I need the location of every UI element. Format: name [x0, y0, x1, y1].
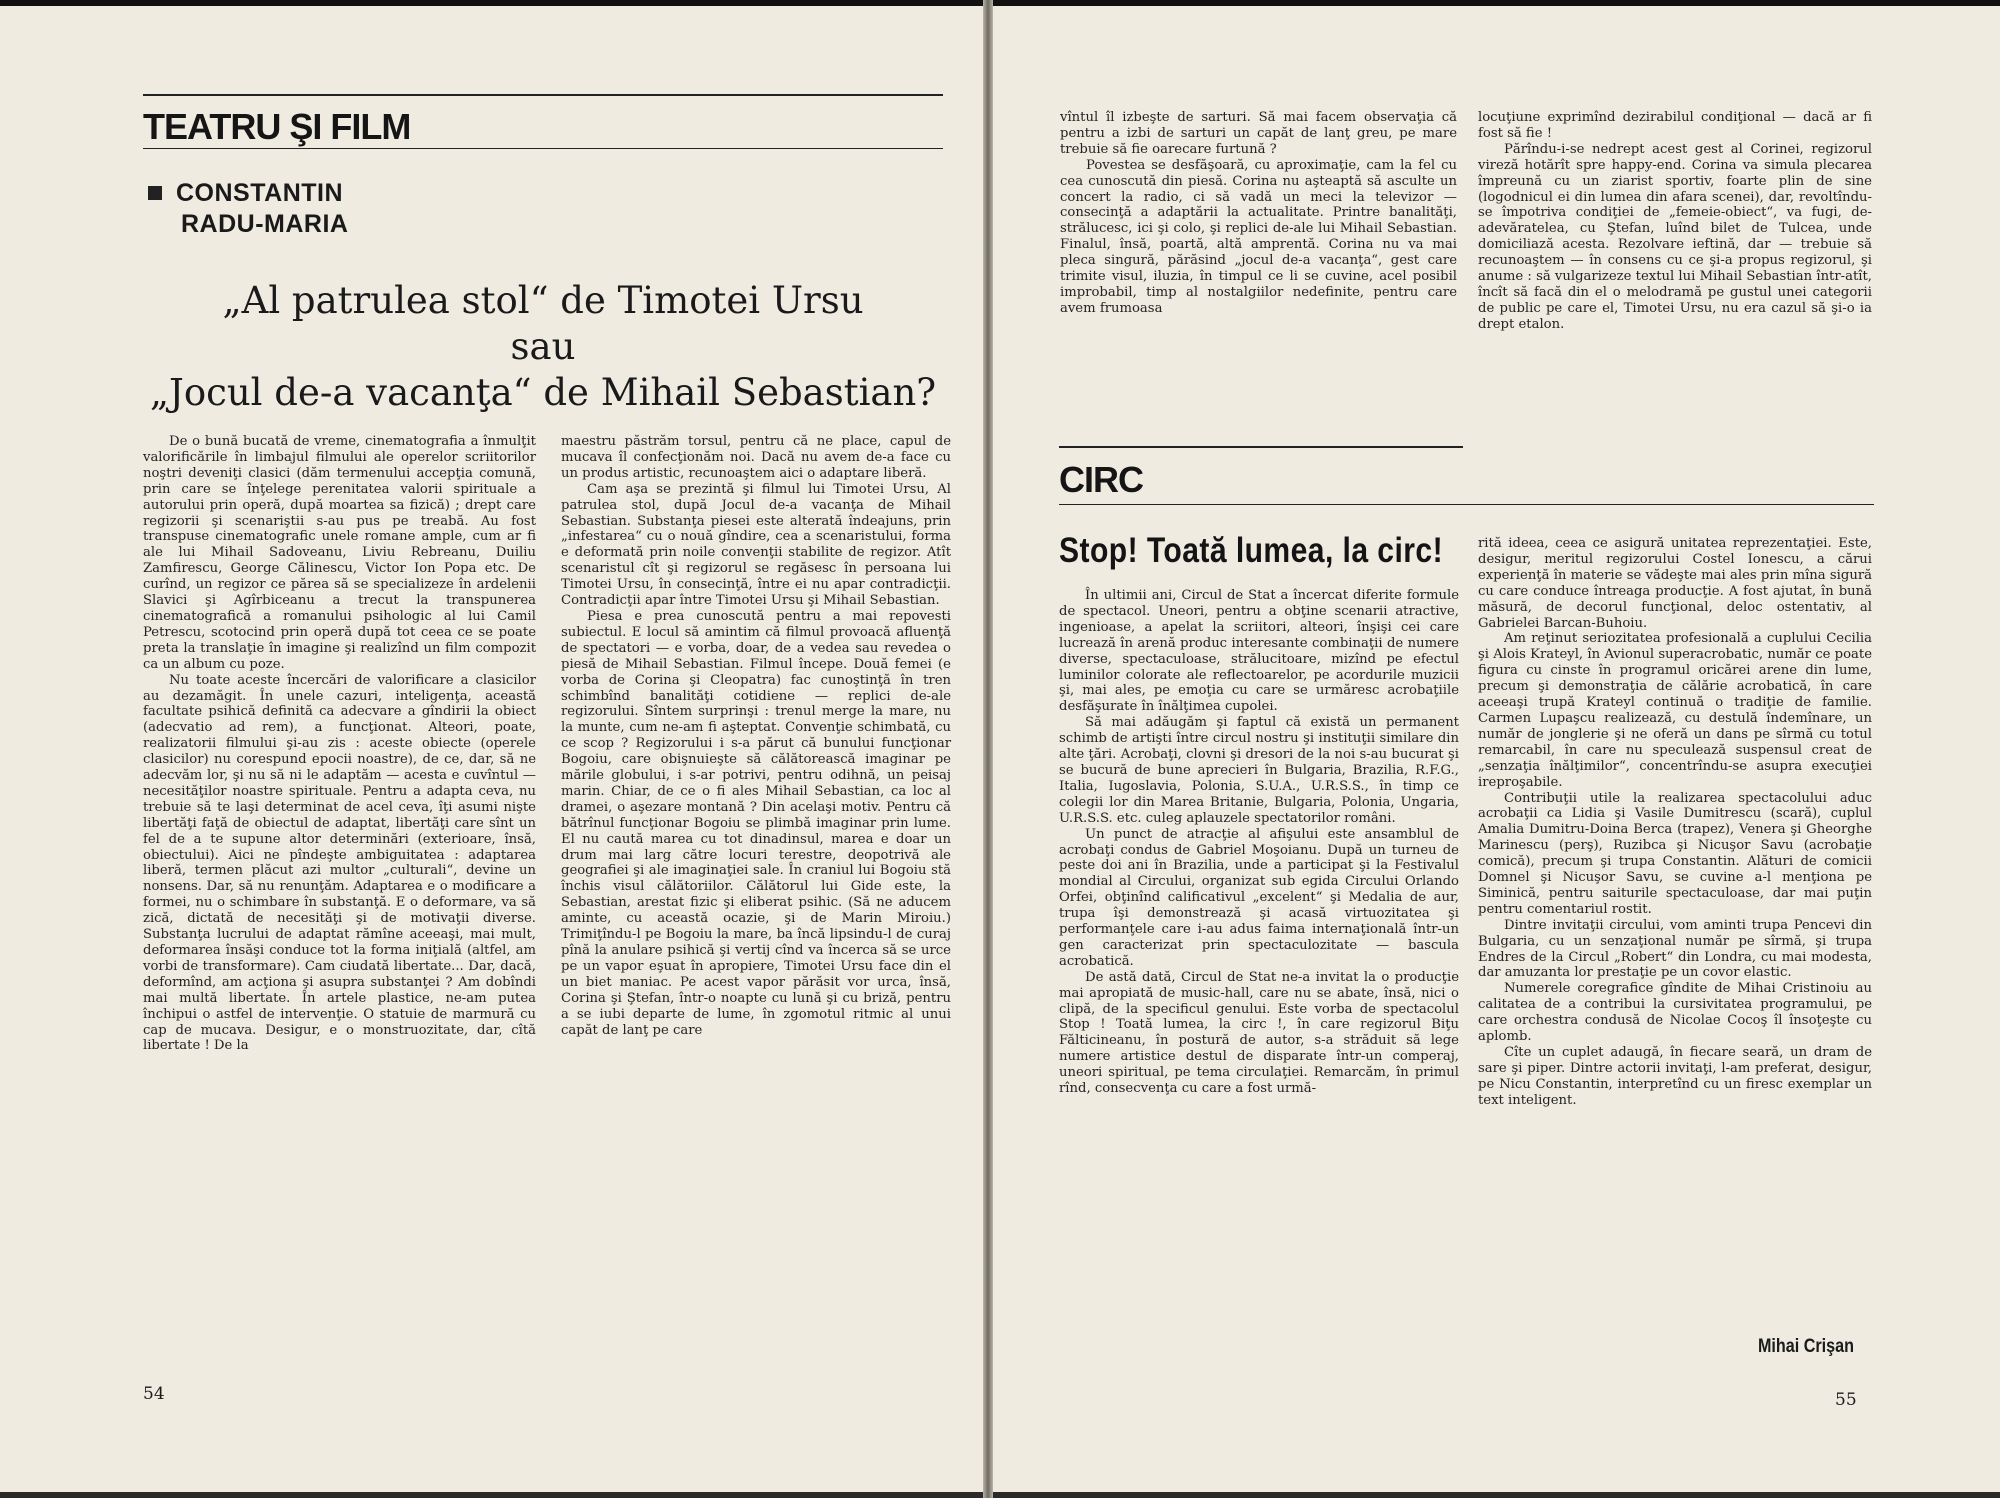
- author-first-name: CONSTANTIN: [176, 179, 344, 207]
- paragraph: Cam aşa se prezintă şi filmul lui Timotei Ursu, Al patrulea stol, după Jocul de-a vacanţa de Mihail Sebastian. Substanţa piesei este alterată îndeajuns, prin „infestarea“ cu o nouă gîndire, cea a scenaristului, forma e deformată prin noile convenţii stabilite de regizor. Atît scenaristul cît şi regizorul se regăsesc în persoana lui Timotei Ursu, în consecinţă, între ei nu apar contradicţii. Contradicţii apar între Timotei Ursu şi Mihail Sebastian.: [561, 481, 951, 609]
- bullet-square-icon: [148, 186, 162, 200]
- page-number: 54: [143, 1384, 165, 1404]
- section-rule-top: [143, 94, 943, 96]
- circ-section-rule-bottom: [1059, 504, 1874, 505]
- author-last-name: RADU-MARIA: [181, 210, 349, 238]
- paragraph: locuţiune exprimînd dezirabilul condiţional — dacă ar fi fost să fie !: [1478, 110, 1872, 141]
- right-page: [993, 6, 2000, 1492]
- paragraph: Părîndu-i-se nedrept acest gest al Corinei, regizorul vireză hotărît spre happy-end. Corina va simula plecarea împreună cu un ziarist sportiv, foarte plin de sine (logodnicul ei din lumea din afara scenei), dar, revoltîndu-se împotriva condiţiei de „femeie-obiect“, va fugi, de-adevăratelea, cu Ştefan, luînd bilet de Tulcea, unde domiciliază acesta. Rezolvare ieftină, dar — trebuie să recunoaştem — în consens cu ce şi-a propus regizorul, şi anume : să vulgarizeze textul lui Mihail Sebastian într-atît, încît să facă din el o melodramă pe gustul unei categorii de public pe care el, Timotei Ursu, nu era cazul să şi-o ia drept etalon.: [1478, 141, 1872, 332]
- article-column-2: [561, 434, 951, 1038]
- paragraph: Cîte un cuplet adaugă, în fiecare seară, un dram de sare şi piper. Dintre actorii invitaţi, l-am preferat, desigur, pe Nicu Constantin, interpretînd cu un firesc exemplar un text inteligent.: [1478, 1045, 1872, 1108]
- paragraph: Numerele coregrafice gîndite de Mihai Cristinoiu au calitatea de a contribui la cursivitatea programului, pe care orchestra condusă de Nicolae Cocoş îl însoţeşte cu aplomb.: [1478, 981, 1872, 1045]
- paragraph: Să mai adăugăm şi faptul că există un permanent schimb de artişti între circul nostru şi instituţii similare din alte ţări. Acrobaţi, clovni şi dresori de la noi s-au bucurat şi se bucură de bune aprecieri în Bulgaria, Brazilia, R.F.G., Italia, Iugoslavia, Polonia, S.U.A., U.R.S.S., în timp ce colegii lor din Marea Britanie, Bulgaria, Polonia, Ungaria, U.R.S.S. etc. culeg aplauzele spectatorilor români.: [1059, 715, 1459, 826]
- paragraph: Piesa e prea cunoscută pentru a mai repovesti subiectul. E locul să amintim că filmul provoacă afluenţă de spectatori — e vorba, doar, de a vedea sau revedea o piesă de Mihail Sebastian. Filmul începe. Două femei (e vorba de Corina şi Cleopatra) fac cunoştinţă în tren schimbînd banalităţi cotidiene — replici de-ale regizorului. Sîntem surprinşi : trenul merge la mare, nu la munte, cum ne-am fi aşteptat. Convenţie schimbată, cu ce scop ? Regizorului i s-a părut că bunului funcţionar Bogoiu, care obişnuieşte să călătorească imaginar pe mările globului, i s-ar potrivi, pentru odihnă, un peisaj marin. Chiar, de ce o fi ales Mihail Sebastian, ca loc al dramei, o aşezare montană ? Din acelaşi motiv. Pentru că bătrînul funcţionar Bogoiu se plimbă imaginar prin lume. El nu caută marea cu tot dinadinsul, marea e doar un drum mai larg către locuri terestre, deopotrivă ale geografiei şi ale imaginaţiei sale. În craniul lui Bogoiu stă închis visul călătoriilor. Călătorul lui Gide este, la Sebastian, arestat fizic şi eliberat psihic. (Să ne aducem aminte, cu această ocazie, şi de Marin Miroiu.) Trimiţîndu-l pe Bogoiu la mare, ba încă lipsindu-l de curaj pînă la anulare psihică şi vertij cînd va încerca să se urce pe un vapor eşuat în apropiere, Timotei Ursu face din el un biet maniac. Pe acest vapor părăsit vor urca, însă, Corina şi Ştefan, într-o noapte cu lună şi cu briză, pentru a se iubi departe de lume, în zgomotul ritmic al unui capăt de lanţ pe care: [561, 608, 951, 1038]
- paragraph: rită ideea, ceea ce asigură unitatea reprezentaţiei. Este, desigur, meritul regizorului Costel Ionescu, a cărui experienţă în materie se vădeşte mai ales prin mîna sigură cu care conduce întreaga producţie. A fost ajutat, în bună măsură, de decorul funcţional, deloc ostentativ, al Gabrielei Barcan-Buhoiu.: [1478, 536, 1872, 631]
- paragraph: maestru păstrăm torsul, pentru că ne place, capul de mucava îl confecţionăm noi. Dacă nu avem de-a face cu un produs artistic, recunoaştem aici o adaptare liberă.: [561, 434, 951, 481]
- article-continuation-column-2: [1478, 110, 1872, 333]
- article-signature: Mihai Crişan: [1757, 1336, 1854, 1357]
- page-number: 55: [1835, 1390, 1857, 1410]
- title-line-3: „Jocul de-a vacanţa“ de Mihail Sebastian?: [149, 371, 937, 414]
- paragraph: De o bună bucată de vreme, cinematografia a înmulţit valorificările în limbajul filmului ale operelor scriitorilor noştri deveniţi clasici (dăm termenului accepţia comună, prin care se înţelege perenitatea valorii spirituale a autorului prin operă, după moartea sa fizică) ; drept care regizorii şi scenariştii s-au pus pe treabă. Au fost transpuse cinematografic unele romane ample, cum ar fi ale lui Mihail Sadoveanu, Liviu Rebreanu, Duiliu Zamfirescu, George Călinescu, Victor Ion Popa etc. De curînd, un regizor ce părea să se specializeze în ardelenii Slavici şi Agîrbiceanu a trecut la transpunerea cinematografică a romanului psihologic al lui Camil Petrescu, scotocind prin operă după tot ceea ce se poate preta la translaţie în imagine şi realizînd un film compozit ca un album cu poze.: [143, 434, 536, 672]
- circ-column-2: [1478, 536, 1872, 1109]
- circ-column-1: [1059, 588, 1459, 1097]
- article-column-1: [143, 434, 536, 1054]
- paragraph: Contribuţii utile la realizarea spectacolului aduc acrobaţii ca Lidia şi Vasile Dumitrescu (scară), cuplul Amalia Dumitru-Doina Berca (trapez), Venera şi Gheorghe Marinescu (perş), Ruzibca şi Nicuşor Savu (acrobaţie comică), precum şi trupa Constantin. Alături de comicii Domnel şi Nicuşor Savu, se cuvine a-l menţiona pe Siminică, pentru saiturile spectaculoase, dar mai puţin pentru comentariul rostit.: [1478, 790, 1872, 917]
- paragraph: În ultimii ani, Circul de Stat a încercat diferite formule de spectacol. Uneori, pentru a obţine scenarii atractive, ingenioase, a apelat la scriitori, alteori, înşişi cei care lucrează în arenă produc interesante combinaţii de numere diverse, spectaculoase, strălucitoare, mizînd pe efectul luminilor colorate ale reflectoarelor, pe acordurile muzicii şi, mai ales, pe emoţia cu care se urmăresc acrobaţiile desfăşurate în înălţimea cupolei.: [1059, 588, 1459, 715]
- circ-section-heading: CIRC: [1059, 459, 1143, 500]
- article-continuation-column-1: [1060, 110, 1457, 317]
- section-rule-bottom: [143, 148, 943, 149]
- paragraph: De astă dată, Circul de Stat ne-a invitat la o producţie mai apropiată de music-hall, care nu se abate, însă, nici o clipă, de la specificul genului. Este vorba de spectacolul Stop ! Toată lumea, la circ !, în care regizorul Biţu Fălticineanu, în postură de autor, s-a străduit să lege numere artistice destul de disparate într-un comperaj, uneori spiritual, pe tema circulaţiei. Remarcăm, în primul rînd, consecvenţa cu care a fost urmă-: [1059, 969, 1459, 1097]
- paragraph: Am reţinut seriozitatea profesională a cuplului Cecilia şi Alois Krateyl, în Avionul superacrobatic, număr ce poate figura cu cinste în programul oricărei arene din lume, precum şi demonstraţia de călărie acrobatică, în care aceeaşi trupă Krateyl continuă o tradiţie de familie. Carmen Lupaşcu realizează, cu destulă îndemînare, un număr de jonglerie şi ne oferă un dans pe sîrmă cu totul remarcabil, în care nu speculează suspensul creat de „senzaţia înălţimilor“, concentrîndu-se asupra execuţiei ireproşabile.: [1478, 631, 1872, 790]
- paragraph: vîntul îl izbeşte de sarturi. Să mai facem observaţia că pentru a izbi de sarturi un capăt de lanţ greu, pe mare trebuie să fie oarecare furtună ?: [1060, 110, 1457, 157]
- left-page: [0, 6, 983, 1492]
- paragraph: Povestea se desfăşoară, cu aproximaţie, cam la fel cu cea cunoscută din piesă. Corina nu aşteaptă să asculte un concert la radio, ci să vadă un meci la televizor — consecinţă a adaptării la actualitate. Printre banalităţi, strălucesc, ici şi colo, şi replici de-ale lui Mihail Sebastian. Finalul, însă, poartă, altă amprentă. Corina nu va mai pleca singură, părăsind „jocul de-a vacanţa“, gest care trimite visul, iluzia, în timpul ce li se cuvine, acel posibil improbabil, timp al nostalgiilor nedefinite, pentru care avem frumoasa: [1060, 157, 1457, 316]
- article-title: [143, 278, 943, 416]
- circ-section-rule-top: [1059, 446, 1463, 448]
- section-heading: TEATRU ŞI FILM: [143, 106, 411, 147]
- title-line-1: „Al patrulea stol“ de Timotei Ursu: [222, 279, 864, 322]
- book-spine: [983, 0, 993, 1498]
- paragraph: Nu toate aceste încercări de valorificare a clasicilor au dezamăgit. În unele cazuri, inteligenţa, această facultate psihică definită ca adecvare a gîndirii la obiect (adecvatio ad rem), a funcţionat. Alteori, poate, realizatorii filmului şi-au zis : aceste obiecte (operele clasicilor) nu corespund epocii noastre), de ce, dar, să ne adecvăm lor, şi nu să ni le adaptăm — acesta e cuvîntul — necesităţilor noastre spirituale. Pentru a adapta ceva, nu trebuie să te laşi determinat de acel ceva, îţi asumi nişte libertăţi faţă de obiectul de adaptat, libertăţi care sînt un fel de a te supune altor determinări (exterioare, însă, obiectului). Aici ne pîndeşte ambiguitatea : adaptarea liberă, termen plăcut azi multor „culturali“, devine un nonsens. Dar, să nu renunţăm. Adaptarea e o modificare a formei, nu o schimbare în substanţă. E o deformare, va să zică, dictată de necesităţi şi de motivaţii diverse. Substanţa lucrului de adaptat rămîne aceeaşi, mai mult, deformarea însăşi conduce tot la forma iniţială (altfel, am vorbi de transformare). Cam ciudată libertate... Dar, dacă, deformînd, am acţiona şi asupra substanţei ? Am dobîndi mai multă libertate. În artele plastice, ne-am putea închipui o astfel de intervenţie. O statuie de marmură cu cap de mucava. Desigur, e o monstruozitate, dar, cîtă libertate ! De la: [143, 672, 536, 1054]
- paragraph: Dintre invitaţii circului, vom aminti trupa Pencevi din Bulgaria, cu un senzaţional număr pe sîrmă, şi trupa Endres de la Circul „Robert“ din Londra, cu mai modesta, dar amuzanta lor prestaţie pe un covor elastic.: [1478, 917, 1872, 981]
- paragraph: Un punct de atracţie al afişului este ansamblul de acrobaţi condus de Gabriel Moşoianu. După un turneu de peste doi ani în Brazilia, unde a participat şi la Festivalul mondial al Circului, organizat sub egida Circului Orlando Orfei, obţinînd calificativul „excelent“ şi Medalia de aur, trupa îşi demonstrează şi acasă virtuozitatea şi performanţele care i-au adus faima internaţională într-un gen caracterizat prin spectaculozitate — bascula acrobatică.: [1059, 826, 1459, 969]
- circ-article-title: Stop! Toată lumea, la circ!: [1059, 531, 1444, 570]
- title-line-2: sau: [510, 325, 576, 368]
- article-author: [148, 178, 348, 240]
